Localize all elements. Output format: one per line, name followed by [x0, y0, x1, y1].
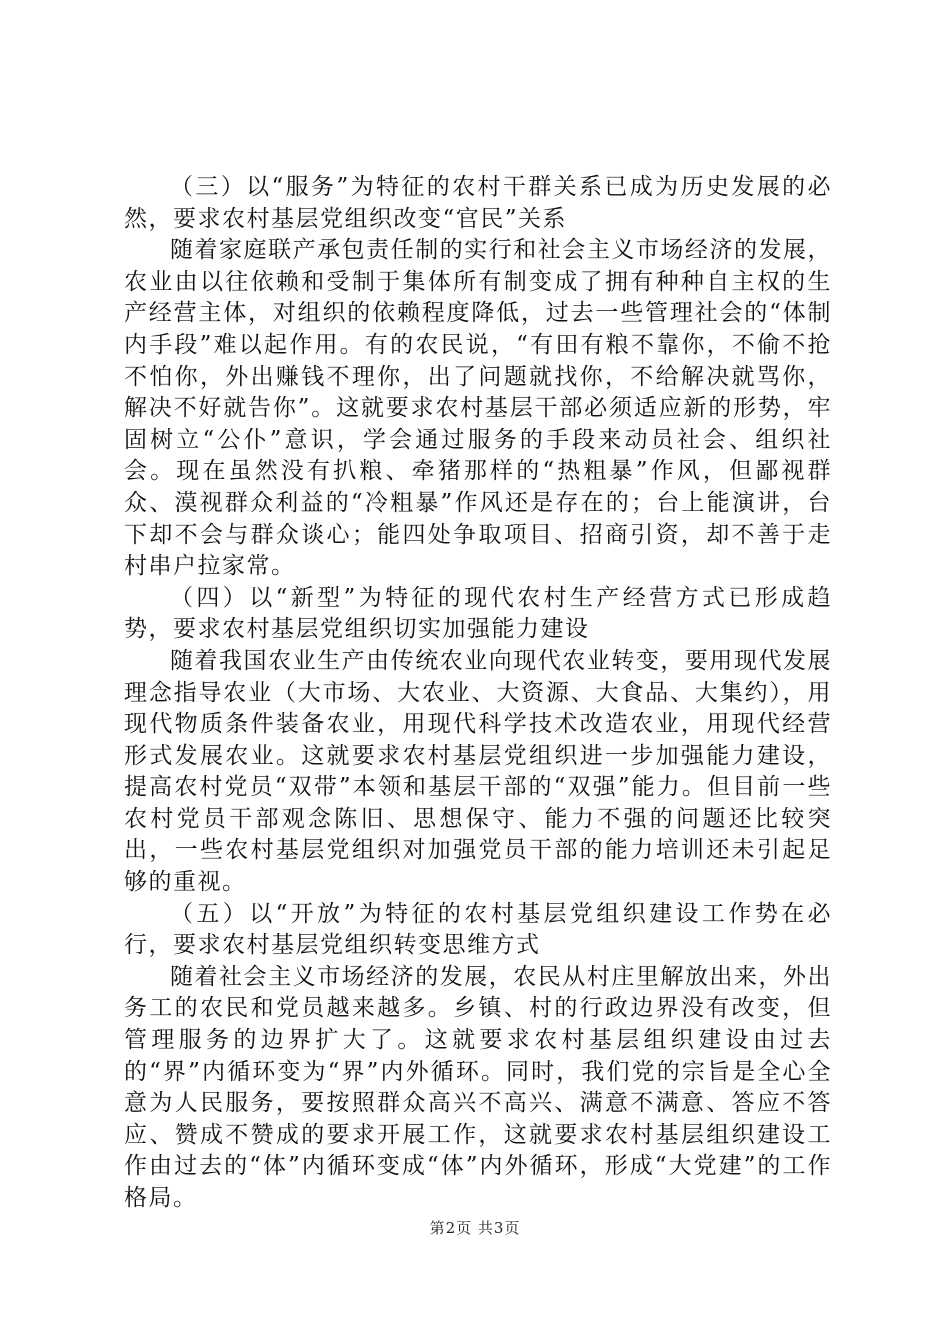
section-heading-4: （四）以“新型”为特征的现代农村生产经营方式已形成趋势，要求农村基层党组织切实加强能力建设 [124, 584, 832, 643]
section-heading-3: （三）以“服务”为特征的农村干群关系已成为历史发展的必然，要求农村基层党组织改变“官民”关系 [124, 174, 832, 232]
document-body [124, 172, 832, 1215]
page-number-footer: 第2页 共3页 [429, 1219, 521, 1237]
body-paragraph: 随着家庭联产承包责任制的实行和社会主义市场经济的发展，农业由以往依赖和受制于集体所有制变成了拥有种种自主权的生产经营主体，对组织的依赖程度降低，过去一些管理社会的“体制内手段”难以起作用。有的农民说，“有田有粮不靠你，不偷不抢不怕你，外出赚钱不理你，出了问题就找你，不给解决就骂你，解决不好就告你”。这就要求农村基层干部必须适应新的形势，牢固树立“公仆”意识，学会通过服务的手段来动员社会、组织社会。现在虽然没有扒粮、牵猪那样的“热粗暴”作风，但鄙视群众、漠视群众利益的“冷粗暴”作风还是存在的；台上能演讲，台下却不会与群众谈心；能四处争取项目、招商引资，却不善于走村串户拉家常。 [124, 237, 832, 580]
body-paragraph: 随着我国农业生产由传统农业向现代农业转变，要用现代发展理念指导农业（大市场、大农业、大资源、大食品、大集约），用现代物质条件装备农业，用现代科学技术改造农业，用现代经营形式发展农业。这就要求农村基层党组织进一步加强能力建设，提高农村党员“双带”本领和基层干部的“双强”能力。但目前一些农村党员干部观念陈旧、思想保守、能力不强的问题还比较突出，一些农村基层党组织对加强党员干部的能力培训还未引起足够的重视。 [124, 647, 832, 896]
section-heading-5: （五）以“开放”为特征的农村基层党组织建设工作势在必行，要求农村基层党组织转变思维方式 [124, 900, 832, 959]
body-paragraph: 随着社会主义市场经济的发展，农民从村庄里解放出来，外出务工的农民和党员越来越多。乡镇、村的行政边界没有改变，但管理服务的边界扩大了。这就要求农村基层组织建设由过去的“界”内循环变为“界”内外循环。同时，我们党的宗旨是全心全意为人民服务，要按照群众高兴不高兴、满意不满意、答应不答应、赞成不赞成的要求开展工作，这就要求农村基层组织建设工作由过去的“体”内循环变成“体”内外循环，形成“大党建”的工作格局。 [124, 963, 832, 1211]
